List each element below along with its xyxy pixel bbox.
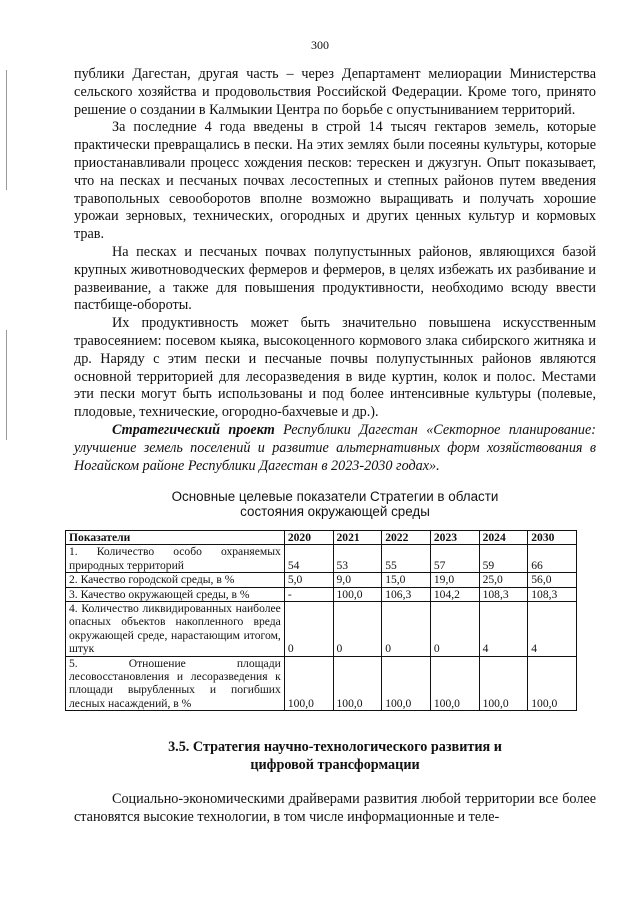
strategic-project-label: Стратегический проект	[112, 421, 275, 438]
cell-value: 0	[430, 602, 479, 657]
cell-value: 108,3	[528, 587, 577, 601]
paragraph: Их продуктивность может быть значительно повышена искусственным травосеянием: посевом кыяка, высокоценного кормового злака сибирского житняка и др. Наряду с этим пески и песчаные почвы полупустынных районов являются основной территорией для лесоразведения в виде куртин, колок и полос. Местами эти пески могут быть использованы и под более интенсивные культуры (полевые, плодовые, технические, огородно-бахчевые и др.).	[74, 315, 596, 421]
paragraph: За последние 4 года введены в строй 14 тысяч гектаров земель, которые практически превращались в пески. На этих землях были посеяны культуры, которые приостанавливали процесс хождения песков: терескен и джузгун. Опыт показывает, что на песках и песчаных почвах лесостепных и степных районов путем введения травопольных севооборотов вполне возможно выращивать и получать хорошие урожаи зерновых, технических, огородных и других ценных культур и кормовых трав.	[74, 119, 596, 243]
cell-value: 108,3	[479, 587, 528, 601]
cell-value: 100,0	[333, 587, 382, 601]
cell-value: 100,0	[284, 656, 333, 711]
page-number: 300	[311, 38, 329, 52]
scan-margin-line	[6, 330, 7, 440]
cell-value: 25,0	[479, 573, 528, 587]
cell-value: 5,0	[284, 573, 333, 587]
cell-value: 100,0	[479, 656, 528, 711]
cell-value: 100,0	[528, 656, 577, 711]
cell-value: 15,0	[382, 573, 431, 587]
header-year: 2023	[430, 531, 479, 545]
indicator-name: 5. Отношение площади лесовосстановления и лесоразведения к площади вырубленных и погибших лесных насаждений, в %	[66, 656, 285, 711]
cell-value: 54	[284, 545, 333, 573]
table-caption	[74, 489, 596, 519]
header-year: 2020	[284, 531, 333, 545]
cell-value: 57	[430, 545, 479, 573]
cell-value: 4	[479, 602, 528, 657]
cell-value: -	[284, 587, 333, 601]
cell-value: 4	[528, 602, 577, 657]
paragraph: публики Дагестан, другая часть – через Департамент мелиорации Министерства сельского хозяйства и продовольствия Российской Федерации. Кроме того, принято решение о создании в Калмыкии Центра по борьбе с опустыниванием территорий.	[74, 66, 596, 118]
section-heading	[74, 738, 596, 774]
indicator-name: 3. Качество окружающей среды, в %	[66, 587, 285, 601]
strategic-project-text: Республики Дагестан «Секторное планирование: улучшение земель поселений и развитие альтернативных форм хозяйствования в Ногайском районе Республики Дагестан в 2023-2030 годах».	[74, 421, 596, 474]
table-row	[66, 602, 577, 657]
header-indicators: Показатели	[66, 531, 285, 545]
indicator-name: 4. Количество ликвидированных наиболее опасных объектов накопленного вреда окружающей среде, нарастающим итогом, штук	[66, 602, 285, 657]
table-row	[66, 656, 577, 711]
table-caption-line: Основные целевые показатели Стратегии в области	[171, 489, 499, 504]
paragraph: На песках и песчаных почвах полупустынных районов, являющихся базой крупных животноводческих фермеров и фермеров, в целях избежать их разбивание и развеивание, а также для повышения продуктивности, необходимо всюду ввести пастбище-обороты.	[74, 243, 596, 314]
cell-value: 106,3	[382, 587, 431, 601]
closing-text	[74, 790, 596, 826]
table-row	[66, 545, 577, 573]
table-header-row	[66, 531, 577, 545]
table-row	[66, 573, 577, 587]
cell-value: 19,0	[430, 573, 479, 587]
header-year: 2021	[333, 531, 382, 545]
cell-value: 56,0	[528, 573, 577, 587]
cell-value: 100,0	[430, 656, 479, 711]
cell-value: 0	[284, 602, 333, 657]
header-year: 2030	[528, 531, 577, 545]
cell-value: 100,0	[382, 656, 431, 711]
cell-value: 53	[333, 545, 382, 573]
paragraph: Социально-экономическими драйверами развития любой территории все более становятся высокие технологии, в том числе информационные и теле-	[74, 791, 596, 825]
cell-value: 104,2	[430, 587, 479, 601]
cell-value: 66	[528, 545, 577, 573]
section-heading-line: 3.5. Стратегия научно-технологического развития и	[168, 739, 502, 755]
strategic-project-paragraph	[74, 422, 596, 475]
cell-value: 9,0	[333, 573, 382, 587]
body-text	[74, 66, 596, 475]
header-year: 2022	[382, 531, 431, 545]
cell-value: 0	[333, 602, 382, 657]
indicator-name: 1. Количество особо охраняемых природных территорий	[66, 545, 285, 573]
cell-value: 55	[382, 545, 431, 573]
table-caption-line: состояния окружающей среды	[240, 504, 430, 519]
indicator-name: 2. Качество городской среды, в %	[66, 573, 285, 587]
cell-value: 59	[479, 545, 528, 573]
header-year: 2024	[479, 531, 528, 545]
table-row	[66, 587, 577, 601]
cell-value: 100,0	[333, 656, 382, 711]
scan-margin-line	[6, 70, 7, 190]
cell-value: 0	[382, 602, 431, 657]
section-heading-line: цифровой трансформации	[250, 757, 420, 773]
indicators-table	[65, 530, 577, 711]
